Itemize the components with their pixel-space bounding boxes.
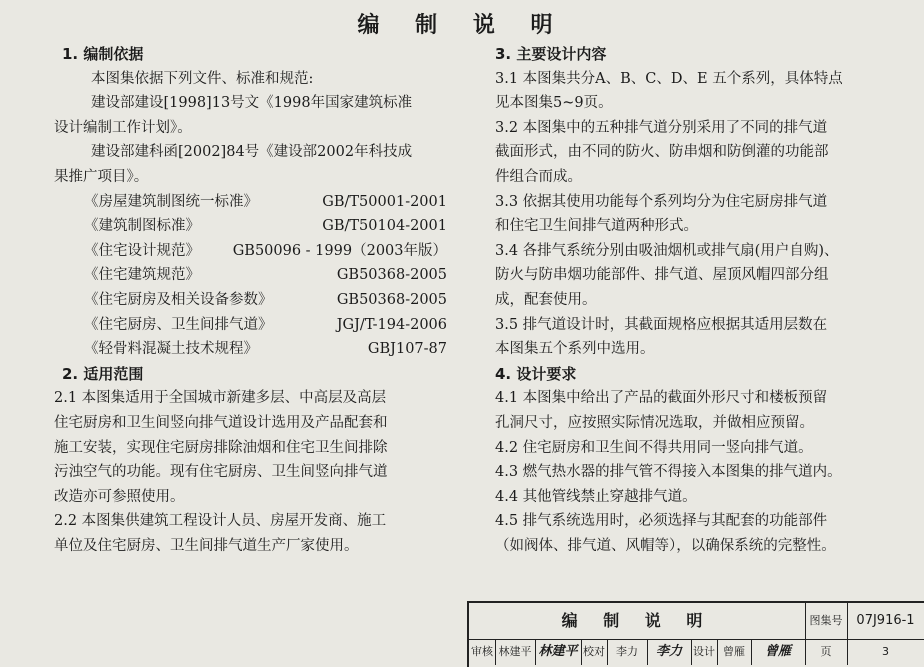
clause-2-1-line: 住宅厨房和卫生间竖向排气道设计选用及产品配套和 <box>54 414 388 431</box>
clause-2-2-line: 单位及住宅厨房、卫生间排气道生产厂家使用。 <box>54 537 359 554</box>
standard-code: GB/T50104-2001 <box>322 218 447 235</box>
title-block-top-row <box>469 603 924 640</box>
standard-code: GB/T50001-2001 <box>322 193 447 210</box>
reviewer-name: 林建平 <box>495 639 536 665</box>
reviewer-signature: 林建平 <box>535 639 582 665</box>
clause-3-4-line: 成，配套使用。 <box>495 291 597 308</box>
standard-name: 《住宅厨房及相关设备参数》 <box>84 291 273 308</box>
standard-name: 《住宅建筑规范》 <box>84 267 200 284</box>
atlas-number: 07J916-1 <box>856 613 915 628</box>
clause-3-4-line: 防火与防串烟功能部件、排气道、屋顶风帽四部分组 <box>495 267 829 284</box>
clause-4-1-line: 孔洞尺寸，应按照实际情况选取，并做相应预留。 <box>495 414 814 431</box>
clause-2-1-line: 施工安装，实现住宅厨房排除油烟和住宅卫生间排除 <box>54 439 388 456</box>
title-block-signature-row <box>469 639 924 665</box>
standard-code: GB50368-2005 <box>336 267 447 284</box>
standard-row <box>62 190 447 215</box>
standard-row <box>62 239 447 264</box>
page-number: 3 <box>882 645 889 658</box>
title-block-title: 编 制 说 明 <box>469 603 806 639</box>
review-label: 审核 <box>469 639 496 665</box>
clause-3-2-line: 3.2 本图集中的五种排气道分别采用了不同的排气道 <box>495 119 828 136</box>
basis-line: 设计编制工作计划》。 <box>54 119 192 136</box>
clause-3-3-line: 和住宅卫生间排气道两种形式。 <box>495 218 698 235</box>
section-2-heading: 2. 适用范围 <box>62 364 144 383</box>
standard-name: 《建筑制图标准》 <box>84 218 200 235</box>
section-4-heading: 4. 设计要求 <box>495 364 577 383</box>
basis-line: 果推广项目》。 <box>54 168 149 185</box>
standard-code: GB50096 - 1999（2003年版） <box>232 242 447 259</box>
designer-name: 曾雁 <box>717 639 752 665</box>
section-1-intro: 本图集依据下列文件、标准和规范: <box>91 70 314 87</box>
clause-4-1-line: 4.1 本图集中给出了产品的截面外形尺寸和楼板预留 <box>495 390 828 407</box>
atlas-number-label: 图集号 <box>805 603 848 639</box>
section-1-heading: 1. 编制依据 <box>62 45 144 63</box>
standard-row <box>62 313 447 338</box>
clause-4-4: 4.4 其他管线禁止穿越排气道。 <box>495 488 697 505</box>
standard-row <box>62 288 447 313</box>
page-title: 编 制 说 明 <box>357 13 567 38</box>
clause-3-1-line: 3.1 本图集共分A、B、C、D、E 五个系列，具体特点 <box>495 70 843 87</box>
clause-2-1-line: 改造亦可参照使用。 <box>54 488 185 505</box>
standard-row <box>62 263 447 288</box>
standard-name: 《轻骨料混凝土技术规程》 <box>84 341 258 358</box>
left-column <box>54 42 447 558</box>
clause-3-1-line: 见本图集5~9页。 <box>495 95 613 112</box>
standard-row <box>62 337 447 362</box>
standard-code: GB50368-2005 <box>336 291 447 308</box>
standard-code: GBJ107-87 <box>367 341 447 358</box>
standard-name: 《住宅厨房、卫生间排气道》 <box>84 316 273 333</box>
clause-4-5-line: （如阀体、排气道、风帽等），以确保系统的完整性。 <box>495 537 836 554</box>
standard-row <box>62 214 447 239</box>
clause-3-2-line: 件组合而成。 <box>495 168 582 185</box>
standard-name: 《住宅设计规范》 <box>84 242 200 259</box>
basis-line: 建设部建设[1998]13号文《1998年国家建筑标准 <box>91 95 413 112</box>
basis-line: 建设部建科函[2002]84号《建设部2002年科技成 <box>91 144 413 161</box>
clause-3-4-line: 3.4 各排气系统分别由吸油烟机或排气扇(用户自购)、 <box>495 242 839 259</box>
clause-2-1-line: 2.1 本图集适用于全国城市新建多层、中高层及高层 <box>54 390 387 407</box>
clause-2-1-line: 污浊空气的功能。现有住宅厨房、卫生间竖向排气道 <box>54 464 388 481</box>
clause-2-2-line: 2.2 本图集供建筑工程设计人员、房屋开发商、施工 <box>54 513 387 530</box>
page-label: 页 <box>805 639 848 665</box>
design-label: 设计 <box>691 639 718 665</box>
clause-4-2: 4.2 住宅厨房和卫生间不得共用同一竖向排气道。 <box>495 439 813 456</box>
clause-3-2-line: 截面形式，由不同的防火、防串烟和防倒灌的功能部 <box>495 144 829 161</box>
section-3-heading: 3. 主要设计内容 <box>495 45 607 63</box>
clause-3-5-line: 本图集五个系列中选用。 <box>495 341 655 358</box>
clause-4-5-line: 4.5 排气系统选用时，必须选择与其配套的功能部件 <box>495 513 828 530</box>
clause-4-3: 4.3 燃气热水器的排气管不得接入本图集的排气道内。 <box>495 464 842 481</box>
clause-3-3-line: 3.3 依据其使用功能每个系列均分为住宅厨房排气道 <box>495 193 828 210</box>
check-label: 校对 <box>581 639 608 665</box>
checker-signature: 李力 <box>647 639 692 665</box>
checker-name: 李力 <box>607 639 648 665</box>
standard-code: JGJ/T-194-2006 <box>336 316 447 333</box>
standard-name: 《房屋建筑制图统一标准》 <box>84 193 258 210</box>
clause-3-5-line: 3.5 排气道设计时，其截面规格应根据其适用层数在 <box>495 316 828 333</box>
title-block <box>467 601 924 667</box>
designer-signature: 曾雁 <box>751 639 806 665</box>
right-column <box>495 42 880 558</box>
